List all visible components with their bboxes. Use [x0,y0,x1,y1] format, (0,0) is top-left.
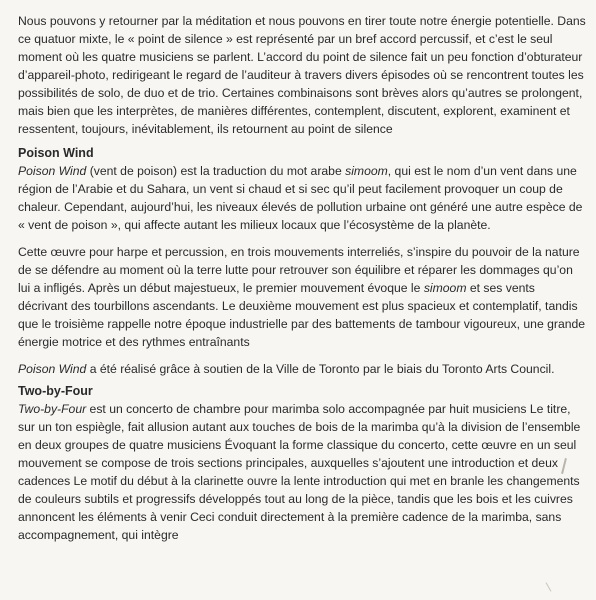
poison-wind-paragraph-3 [18,360,586,378]
paragraph-text: et ses vents décrivant des tourbillons ascendants. Le deuxième mouvement est plus spacieux et contemplatif, tandis que le troisième rappelle notre époque industrielle par des battements de tambour vigoureux, une grande énergie motrice et des rythmes entraînants [18,281,586,349]
poison-wind-paragraph-2 [18,243,586,351]
section-heading-two-by-four: Two-by-Four [18,384,93,398]
work-title: Two-by-Four [18,402,87,416]
paragraph-text: a été réalisé grâce à soutien de la Ville de Toronto par le biais du Toronto Arts Council. [86,362,555,376]
poison-wind-paragraph-1 [18,162,586,234]
work-title: Poison Wind [18,362,87,376]
paragraph-text: (vent de poison) est la traduction du mot arabe [86,164,346,178]
work-title: Poison Wind [18,164,87,178]
two-by-four-paragraph-1 [18,400,586,544]
document-page [18,12,586,544]
intro-text: Nous pouvons y retourner par la méditation et nous pouvons en tirer toute notre énergie potentielle. Dans ce quatuor mixte, le « point de silence » est représenté par un bref accord percussif, et c’est le seul moment où les quatre musiciens se parlent. L’accord du point de silence fait un peu fonction d’obturateur d’appareil-photo, redirigeant le regard de l’auditeur à travers divers épisodes où se rencontrent toutes les possibilités de solo, de duo et de trio. Certaines combinaisons sont brèves alors qu’autres se prolongent, mais bien que les interprètes, de manières différentes, contemplent, discutent, explorent, examinent et ressentent, toujours, inévitablement, ils retournent au point de silence [18,14,586,136]
section-heading-poison-wind: Poison Wind [18,146,94,160]
emphasized-word: simoom [345,164,388,178]
intro-paragraph [18,12,586,138]
emphasized-word: simoom [423,281,467,295]
paragraph-text: , qui est le nom d’un vent dans une région de l’Arabie et du Sahara, un vent si chaud et si sec qu’il peut facilement provoquer un coup de chaleur. Cependant, aujourd’hui, les niveaux élevés de pollution urbaine ont généré une autre espèce de « vent de poison », qui affecte autant les milieux locaux que l’écosystème de la planète. [18,164,583,232]
paragraph-text: Cette œuvre pour harpe et percussion, en trois mouvements interreliés, s’inspire du pouvoir de la nature de se défendre au moment où la terre lutte pour retrouver son équilibre et réparer les dommages qu’on lui a infligés. Après un début majestueux, le premier mouvement évoque le [18,245,580,295]
paragraph-text: est un concerto de chambre pour marimba solo accompagnée par huit musiciens Le titre, sur un ton espiègle, fait allusion autant aux touches de bois de la marimba qu’à la division de l’ensemble en deux groupes de quatre musiciens Évoquant la forme classique du concerto, cette œuvre en un seul mouvement se compose de trois sections principales, auxquelles s’ajoutent une introduction et deux cadences Le motif du début à la clarinette ouvre la lente introduction qui met en branle les changements de couleurs subtils et progressifs développés tout au long de la pièce, tandis que les bois et les cuivres annoncent les éléments à venir Ceci conduit directement à la première cadence de la marimba, sans accompagnement, qui intègre [18,402,581,542]
pencil-mark [546,582,552,591]
